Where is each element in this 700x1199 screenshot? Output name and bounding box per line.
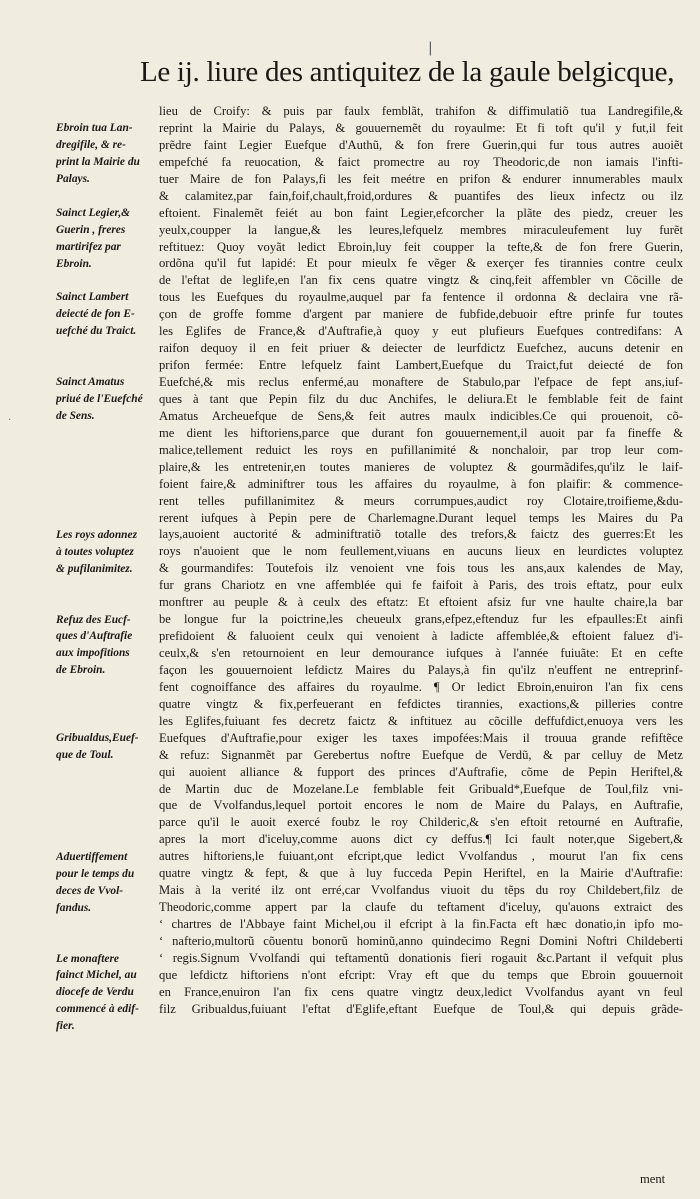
text-line: autres hiftoriens,le fuiuant,ont efcript,que ledict Vvolfandus , mourut l'an fix cens (159, 849, 683, 864)
body-text (159, 103, 683, 1018)
page-header: Le ij. liure des antiquitez de la gaule belgicque, (140, 56, 675, 88)
margin-note-line: ques d'Auftrafie (56, 630, 133, 643)
text-line: de Martin duc de Mozelane.Le femblable feit Gribuald*,Euefque de Toul,filz vni- (159, 781, 683, 796)
text-line: façon les gouuernoient lefdictz Maires du Palays,à fin qu'ilz n'euffent ne entreprinf- (159, 662, 683, 677)
margin-note-line: fainct Michel, au (56, 969, 137, 982)
text-line: raifon dequoy il en feit priuer & deiecter de leurfdictz Euefchez, aucuns detenir en (159, 341, 683, 356)
text-line: eftoient. Finalemẽt feiét au bon faint Legier,efcorcher la plãte des piedz, creuer les (159, 205, 683, 220)
margin-note-line: aux impofitions (56, 647, 130, 660)
margin-note (56, 730, 160, 764)
text-line: empefché fa reuocation, & faict promectre au roy Theodoric,de non iamais l'infti- (159, 154, 683, 169)
margin-note (56, 527, 160, 578)
margin-note-line: Guerin , freres (56, 223, 126, 236)
margin-note-line: Sainct Lambert (56, 291, 129, 304)
text-line: & gourmandifes: Toutefois ilz venoient vne fois tous les ans,aux kalendes de May, (159, 561, 683, 576)
text-line: Mais à la verité ilz ont erré,car Vvolfandus viuoit du tẽps du roy Childebert,filz de (159, 883, 683, 898)
margin-note-line: à toutes voluptez (56, 545, 134, 558)
margin-note-line: & pufilanimitez. (56, 562, 133, 575)
text-line: de l'eftat de leglife,en l'an fix cens quatre vingtz & cinq,feit affembler vn Cõcille de (159, 273, 683, 288)
margin-note-line: deces de Vvol- (56, 884, 124, 897)
text-line: malice,tellement reduict les roys en pufillanimité & nonchaloir, par trop leur com- (159, 442, 683, 457)
text-line: ‘ nafterio,multorũ cõuentu bonorũ hominũ,anno quindecimo Regni Domini Noftri Childeberti (159, 933, 683, 948)
margin-note-line: Gribualdus,Euef- (56, 732, 139, 745)
text-line: que lefdictz hiftoriens n'ont efcript: Vray eft que du temps que Ebroin gouuernoit (159, 967, 683, 982)
catchword: ment (640, 1172, 666, 1186)
margin-note-line: que de Toul. (56, 749, 114, 762)
margin-note-line: dregifile, & re- (56, 138, 126, 151)
text-line: Euefques d'Auftrafie,pour exiger les taxes impofées:Mais il trouua grande refiftẽce (159, 730, 683, 745)
text-line: ques à tant que Pepin filz du duc Anchifes, le deliura.Et le femblable feit de faint (159, 391, 683, 406)
text-line: çon de groffe fomme d'argent par maniere de fubfide,debuoir eftre prinfe fur toutes (159, 307, 683, 322)
text-line: ‘ chartres de l'Abbaye faint Michel,ou il efcript à la fin.Facta eft hæc donatio,in ipfo mo- (159, 917, 683, 931)
text-line: prẽdre faint Legier Euefque d'Authũ, & fon frere Guerin,qui fur tous autres auoiẽt (159, 137, 683, 152)
text-line: be longue fur la poictrine,les cheueulx grans,efpez,eftenduz fur les efpaulles:Et ainfi (159, 612, 683, 627)
margin-note-line: Refuz des Eucf- (56, 613, 131, 626)
text-line: lieu de Croify: & puis par faulx femblãt, trahifon & diffimulatiõ tua Landregifile,& (159, 104, 683, 118)
text-line: filz Gribualdus,fuiuant l'eftat d'Eglife,eftant Euefque de Toul,& qui depuis grãde- (159, 1001, 683, 1016)
margin-note (56, 951, 160, 1036)
text-line: reprint la Mairie du Palays, & gouuernemẽt du royaulme: Et fi toft qu'il y fut,il feit (159, 120, 683, 135)
text-line: me dient les hiftoriens,parce que durant fon gouuernement,il auoit par fa fineffe & (159, 425, 683, 440)
margin-note-line: Ebroin. (56, 257, 92, 270)
margin-note-line: Ebroin tua Lan- (56, 121, 133, 134)
text-line: quatre vingtz & fept, & que à luy fucceda Pepin Heriftel, en la Mairie d'Auftrafie: (159, 866, 683, 881)
margin-note-line: Sainct Amatus (56, 376, 125, 389)
text-line: lays,auoient auctorité & adminiftratiõ totalle des trefors,& faictz des guerres:Et les (159, 527, 683, 542)
margin-note (56, 849, 160, 917)
margin-note-line: de Ebroin. (56, 664, 106, 677)
text-line: prefidoient & faluoient ceulx qui venoient à ladicte affemblée,& eftoient faluez d'i- (159, 629, 683, 644)
margin-note-line: uefché du Traict. (56, 325, 137, 338)
text-line: rerent iufques à Pepin pere de Charlemagne.Durant lequel temps les Maires du Pa (159, 510, 683, 525)
margin-note-line: Le monaftere (56, 952, 119, 965)
text-line: quatre vingtz & fix,perfeuerant en fefdictes tirannies, exactions,& pilleries contre (159, 696, 683, 711)
margin-note-line: diocefe de Verdu (56, 986, 134, 999)
text-line: tous les Euefques du royaulme,auquel par fa fentence il ordonna & declaira vne rã- (159, 290, 683, 305)
text-line: tuer Maire de fon Palays,fi les feit meétre en prifon & endurer innumerables maulx (159, 171, 683, 186)
text-line: plaire,& les entretenir,en toutes manieres de voluptez & gourmãdifes,qu'ilz le laif- (159, 459, 683, 474)
text-line: monftrer au peuple & à ceulx des eftatz: Et eftoient afsiz fur vne haulte chaire,la bar (159, 595, 683, 610)
margin-note (56, 374, 160, 425)
folio-mark: | (428, 40, 433, 56)
margin-note-line: commencé à edif- (56, 1003, 139, 1016)
text-line: Euefché,& mis reclus enfermé,au monaftere de Stabulo,par l'efpace de fept ans,iuf- (159, 375, 683, 389)
margin-note (56, 205, 160, 273)
margin-note-line: print la Mairie du (56, 155, 140, 168)
text-line: prifon fermée: Entre lefquelz faint Lambert,Euefque du Traict,fut deiecté de fon (159, 358, 683, 373)
text-line: Amatus Archeuefque de Sens,& feit autres maulx indicibles.Ce qui prouenoit, cõ- (159, 408, 683, 423)
margin-note-line: de Sens. (56, 410, 95, 423)
text-line: parce qu'il le auoit exercé foubz le roy Childeric,& s'en eftoit retourné en Auftrafie, (159, 815, 683, 830)
text-line: ordõna qu'il fut lapidé: Et pour mieulx fe vẽger & exerçer fes tirannies contre ceulx (159, 256, 683, 271)
margin-note (56, 120, 160, 188)
margin-note-line: Les roys adonnez (56, 528, 138, 541)
text-line: yeulx,coupper la langue,& les leures,lefquelz membres miraculeufement luy furẽt (159, 222, 683, 237)
text-line: fur grans Chariotz en vne affemblée qui fe faifoit à Paris, des trois eftatz, pour eulx (159, 578, 683, 593)
margin-mark: · (8, 415, 12, 426)
text-line: reftituez: Quoy voyãt ledict Ebroin,luy feit coupper la tefte,& de fon frere Guerin, (159, 239, 683, 254)
margin-note-line: Aduertiffement (56, 850, 128, 863)
margin-note-line: Sainct Legier,& (56, 206, 131, 219)
margin-note-line: martirifez par (56, 240, 121, 253)
text-line: apres la mort d'iceluy,comme auons dict cy deffus.¶ Ici fault noter,que Sigebert,& (159, 832, 683, 847)
text-line: Theodoric,comme appert par la claufe du teftament d'iceluy, qu'auons extraict des (159, 900, 683, 915)
text-line: en France,enuiron l'an fix cens quatre vingtz deux,ledict Vvolfandus ayant vn feul (159, 984, 683, 999)
text-line: les Eglifes,fuiuant fes decretz faictz & inftituez au cõcille deffufdict,enuoya vers les (159, 713, 683, 728)
text-line: que de Vvolfandus,lequel portoit encores le nom de Maire du Palays, en Auftrafie, (159, 798, 683, 813)
margin-note-line: fier. (56, 1020, 75, 1033)
text-line: foient faire,& adminiftrer tous les affaires du royaulme, à fon plaifir: & commence- (159, 476, 683, 491)
margin-note-line: priué de l'Euefché (56, 393, 143, 406)
text-line: les Eglifes de France,& d'Auftrafie,à quoy y eut plufieurs Euefques contredifans: A (159, 324, 683, 339)
margin-note (56, 289, 160, 340)
text-line: roys n'auoient que le nom feullement,viuans en aucuns lieux en leurdictes voluptez (159, 544, 683, 559)
margin-note-line: deiecté de fon E- (56, 308, 135, 321)
text-line: ceulx,& s'en retournoient en leur demourance iufques à l'année fuiuãte: Et en cefte (159, 646, 683, 660)
margin-note (56, 612, 160, 680)
margin-note-line: fandus. (56, 901, 92, 914)
text-line: rent telles pufillanimitez & meurs corrumpues,audict roy Clotaire,troifieme,&du- (159, 493, 683, 508)
text-line: & refuz: Signanmẽt par Gerebertus noftre Euefque de Verdũ, & par celluy de Metz (159, 747, 683, 762)
margin-note-line: pour le temps du (56, 867, 135, 880)
margin-note-line: Palays. (56, 172, 90, 185)
text-line: ‘ regis.Signum Vvolfandi qui teftamentũ donationis fieri rogauit &c.Partant il vefquit plus (159, 950, 683, 965)
text-line: qui auoient alliance & fupport des princes d'Auftrafie, cõme de Pepin Heriftel,& (159, 764, 683, 779)
text-line: fent cognoiffance des affaires du royaulme. ¶ Or ledict Ebroin,enuiron l'an fix cens (159, 679, 683, 694)
text-line: & calamitez,par fain,foif,chault,froid,ordures & puantifes des lieux infectz ou ilz (159, 188, 683, 203)
